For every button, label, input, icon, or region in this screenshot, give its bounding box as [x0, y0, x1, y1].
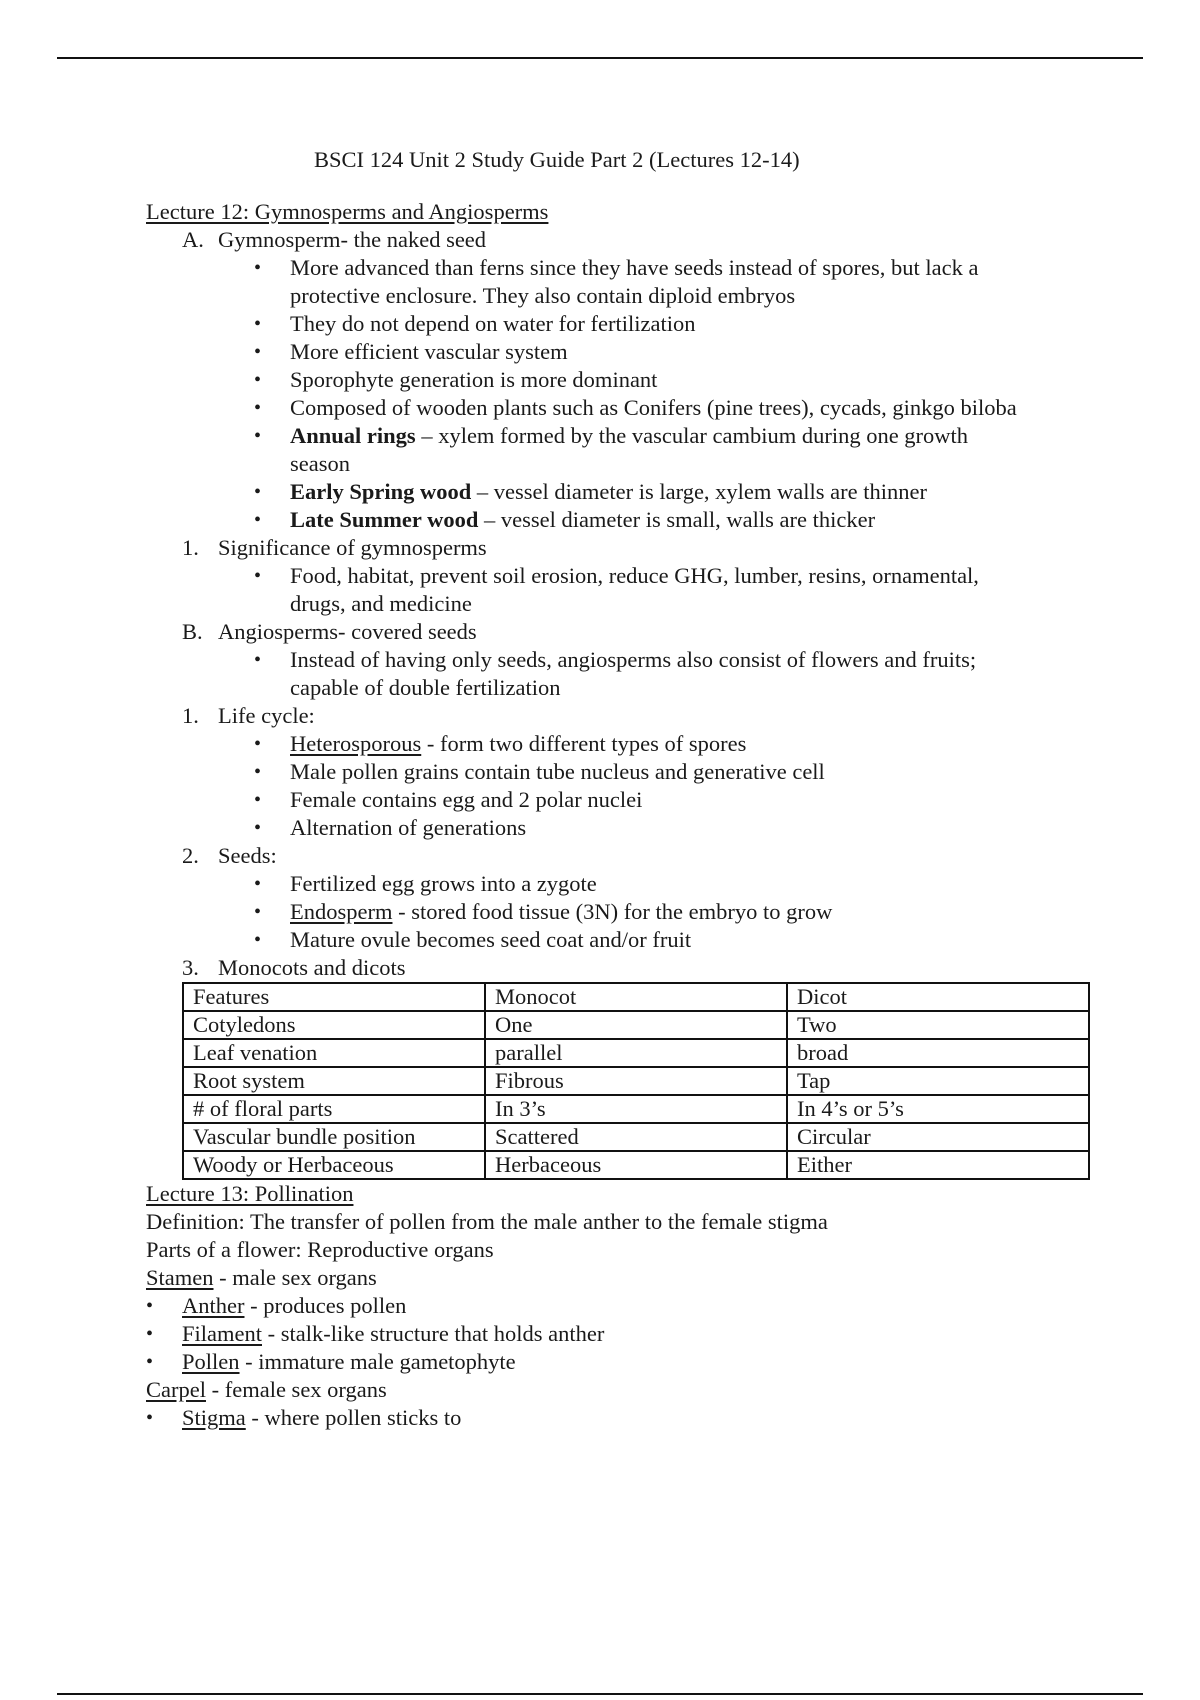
section-b3-label: Monocots and dicots	[218, 955, 406, 980]
pollen-term: Pollen	[182, 1349, 240, 1374]
table-cell: parallel	[485, 1039, 787, 1067]
table-cell: Leaf venation	[183, 1039, 485, 1067]
section-b2-marker: 2.	[182, 843, 199, 868]
table-cell: Cotyledons	[183, 1011, 485, 1039]
bottom-rule	[57, 1693, 1143, 1695]
table-header-row	[183, 983, 1089, 1011]
section-b3	[146, 954, 1146, 982]
list-item: • Fertilized egg grows into a zygote	[146, 870, 1146, 898]
section-b1-marker: 1.	[182, 703, 199, 728]
section-b2-label: Seeds:	[218, 843, 277, 868]
table-header-cell: Dicot	[787, 983, 1089, 1011]
annual-rings-term: Annual rings	[290, 423, 416, 448]
list-item: • Instead of having only seeds, angiosperms also consist of flowers and fruits;	[146, 646, 1146, 674]
monocot-dicot-table	[182, 982, 1090, 1180]
table-cell: Root system	[183, 1067, 485, 1095]
top-rule	[57, 57, 1143, 59]
list-item-continuation: capable of double fertilization	[290, 675, 561, 700]
stigma-text: - where pollen sticks to	[245, 1405, 462, 1430]
late-wood-term: Late Summer wood	[290, 507, 479, 532]
stigma-term: Stigma	[182, 1405, 246, 1430]
table-cell: One	[485, 1011, 787, 1039]
table-header-cell: Features	[183, 983, 485, 1011]
flower-parts-line: Parts of a flower: Reproductive organs	[146, 1237, 494, 1262]
endosperm-text: - stored food tissue (3N) for the embryo to grow	[392, 899, 833, 924]
table-row	[183, 1123, 1089, 1151]
table-row	[183, 1011, 1089, 1039]
anther-text: - produces pollen	[244, 1293, 407, 1318]
list-item: • Food, habitat, prevent soil erosion, reduce GHG, lumber, resins, ornamental,	[146, 562, 1146, 590]
section-b3-marker: 3.	[182, 955, 199, 980]
lecture13-heading: Lecture 13: Pollination	[146, 1181, 354, 1206]
list-item: • Male pollen grains contain tube nucleus and generative cell	[146, 758, 1146, 786]
stamen-term: Stamen	[146, 1265, 214, 1290]
table-cell: Fibrous	[485, 1067, 787, 1095]
carpel-text: - female sex organs	[205, 1377, 387, 1402]
list-item: • Alternation of generations	[146, 814, 1146, 842]
list-item-continuation: protective enclosure. They also contain diploid embryos	[290, 283, 796, 308]
list-item-pollen	[146, 1348, 1146, 1376]
section-b-marker: B.	[182, 619, 203, 644]
heterosporous-term: Heterosporous	[290, 731, 422, 756]
table-cell: broad	[787, 1039, 1089, 1067]
early-wood-term: Early Spring wood	[290, 479, 472, 504]
list-item-endosperm	[146, 898, 1146, 926]
carpel-line	[146, 1376, 1146, 1404]
section-a-label: Gymnosperm- the naked seed	[218, 227, 487, 252]
section-b1	[146, 702, 1146, 730]
list-item: • Sporophyte generation is more dominant	[146, 366, 1146, 394]
table-cell: Tap	[787, 1067, 1089, 1095]
section-a	[146, 226, 1146, 254]
section-b1-label: Life cycle:	[218, 703, 315, 728]
list-item: • Mature ovule becomes seed coat and/or fruit	[146, 926, 1146, 954]
filament-text: - stalk-like structure that holds anther	[262, 1321, 605, 1346]
list-item: • Composed of wooden plants such as Conifers (pine trees), cycads, ginkgo biloba	[146, 394, 1146, 422]
table-row	[183, 1151, 1089, 1179]
document-body	[146, 146, 1146, 1432]
list-item-anther	[146, 1292, 1146, 1320]
list-item-filament	[146, 1320, 1146, 1348]
list-item: • More efficient vascular system	[146, 338, 1146, 366]
table-header-cell: Monocot	[485, 983, 787, 1011]
list-item: • More advanced than ferns since they have seeds instead of spores, but lack a	[146, 254, 1146, 282]
carpel-term: Carpel	[146, 1377, 206, 1402]
table-cell: Woody or Herbaceous	[183, 1151, 485, 1179]
list-item-continuation: season	[290, 451, 350, 476]
list-item-annual-rings	[146, 422, 1146, 450]
section-b-label: Angiosperms- covered seeds	[218, 619, 477, 644]
table-cell: Circular	[787, 1123, 1089, 1151]
section-b	[146, 618, 1146, 646]
stamen-line	[146, 1264, 1146, 1292]
filament-term: Filament	[182, 1321, 262, 1346]
document-title: BSCI 124 Unit 2 Study Guide Part 2 (Lectures 12-14)	[314, 147, 800, 172]
table-cell: In 3’s	[485, 1095, 787, 1123]
annual-rings-text: – xylem formed by the vascular cambium during one growth	[415, 423, 969, 448]
section-a1-label: Significance of gymnosperms	[218, 535, 487, 560]
list-item-early-wood	[146, 478, 1146, 506]
list-item: • They do not depend on water for fertilization	[146, 310, 1146, 338]
table-cell: # of floral parts	[183, 1095, 485, 1123]
table-cell: Either	[787, 1151, 1089, 1179]
pollen-text: - immature male gametophyte	[239, 1349, 516, 1374]
heterosporous-text: - form two different types of spores	[421, 731, 747, 756]
section-b2	[146, 842, 1146, 870]
lecture12-heading: Lecture 12: Gymnosperms and Angiosperms	[146, 199, 549, 224]
table-row	[183, 1067, 1089, 1095]
section-a1-marker: 1.	[182, 535, 199, 560]
list-item-continuation: drugs, and medicine	[290, 591, 472, 616]
table-cell: Vascular bundle position	[183, 1123, 485, 1151]
section-a-marker: A.	[182, 227, 204, 252]
table-cell: In 4’s or 5’s	[787, 1095, 1089, 1123]
pollination-definition: Definition: The transfer of pollen from the male anther to the female stigma	[146, 1209, 828, 1234]
table-cell: Herbaceous	[485, 1151, 787, 1179]
early-wood-text: – vessel diameter is large, xylem walls are thinner	[471, 479, 927, 504]
section-a1	[146, 534, 1146, 562]
table-cell: Two	[787, 1011, 1089, 1039]
list-item-heterosporous	[146, 730, 1146, 758]
table-row	[183, 1095, 1089, 1123]
stamen-text: - male sex organs	[213, 1265, 377, 1290]
list-item: • Female contains egg and 2 polar nuclei	[146, 786, 1146, 814]
table-row	[183, 1039, 1089, 1067]
table-cell: Scattered	[485, 1123, 787, 1151]
list-item-late-wood	[146, 506, 1146, 534]
anther-term: Anther	[182, 1293, 245, 1318]
endosperm-term: Endosperm	[290, 899, 393, 924]
list-item-stigma	[146, 1404, 1146, 1432]
late-wood-text: – vessel diameter is small, walls are thicker	[478, 507, 876, 532]
